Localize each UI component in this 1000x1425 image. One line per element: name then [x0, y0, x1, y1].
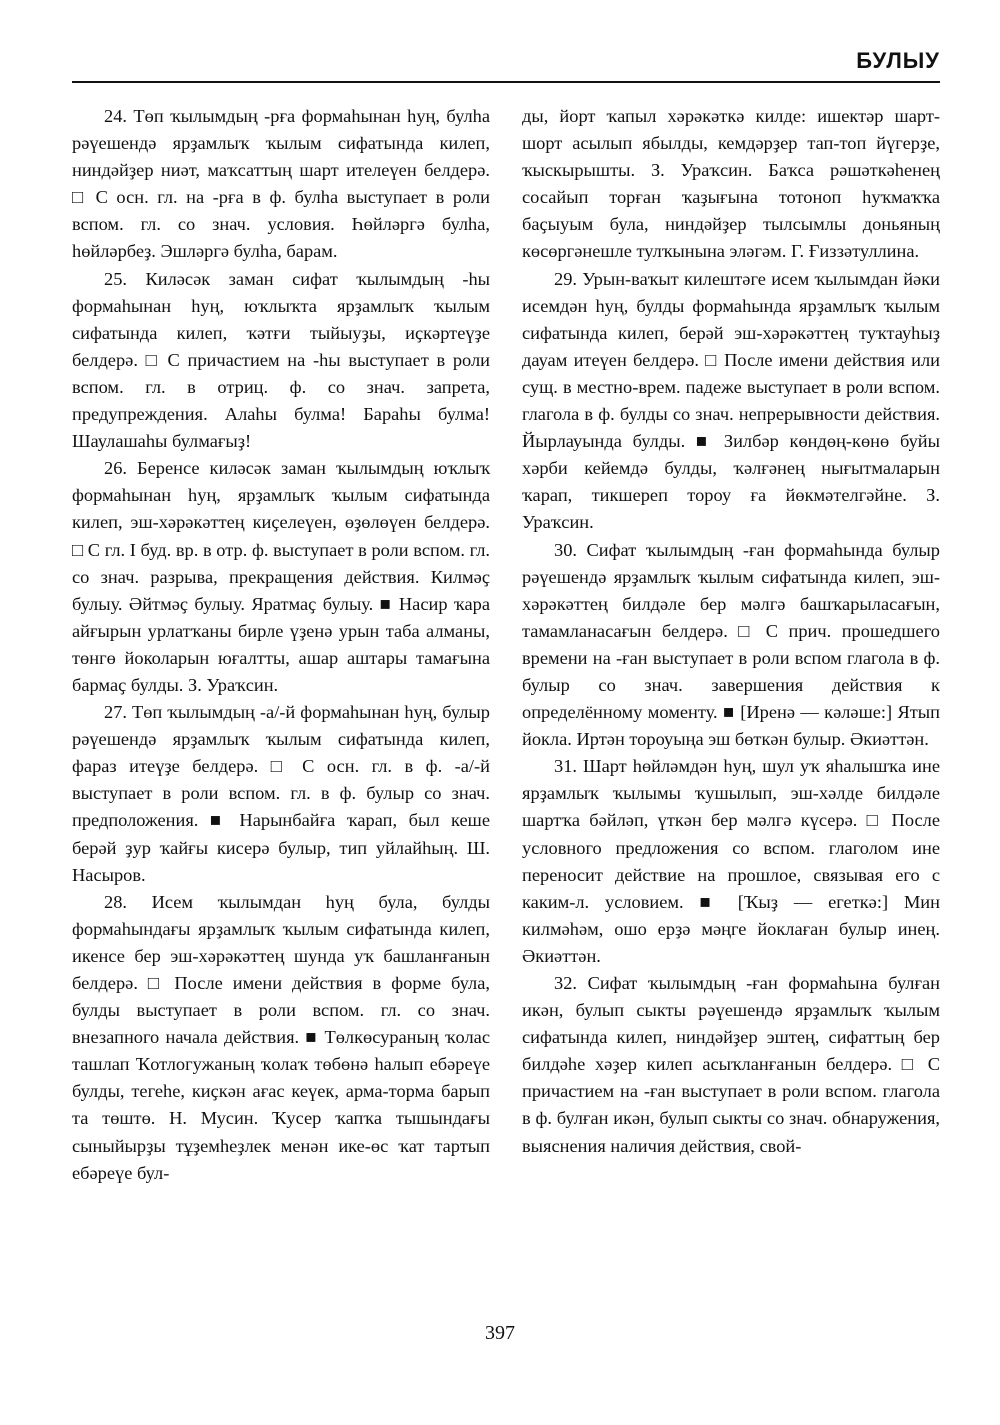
entry-32: 32. Сифат ҡылымдың -ған формаһына булған икән, булып сыкты рәүешендә ярҙамлыҡ ҡылым сифатында килеп, ниндәйҙер эштең, сифаттың бер билдәһе хәҙер килеп асыҡланғанын белдерә. □ С причастием на -ған выступает в роли вспом. глагола в ф. булған икән, булып сыкты со знач. обнаружения, выяснения наличия действия, свой- [522, 973, 940, 1156]
page-number: 397 [485, 1322, 515, 1344]
running-header [72, 48, 940, 84]
entry-25: 25. Киләсәк заман сифат ҡылымдың -һы формаһынан һуң, юҡлыҡта ярҙамлыҡ ҡылым сифатында килеп, ҡәтғи тыйыуҙы, иҫкәртеүҙе белдерә. □ С причастием на -һы выступает в роли вспом. гл. в отриц. ф. со знач. запрета, предупреждения. Алаһы булма! Бараһы булма! Шаулашаһы булмағыҙ! [72, 268, 490, 452]
header-title: БУЛЫУ [856, 48, 940, 73]
entry-31: 31. Шарт һөйләмдән һуң, шул уҡ яһалышҡа ине ярҙамлыҡ ҡылымы ҡушылып, эш-хәлде билдәле шартҡа бәйләп, үткән бер мәлгә күсерә. □ После условного предложения со вспом. глаголом ине переносит действие на прошлое, связывая его с каким-л. условием. ■ [Ҡыҙ — егеткә:] Мин килмәһәм, ошо ерҙә мәңге йоклаған булыр инең. Әкиәттән. [522, 756, 940, 966]
entry-27: 27. Төп ҡылымдың -а/-й формаһынан һуң, булыр рәүешендә ярҙамлыҡ ҡылым сифатында килеп, фараз итеүҙе белдерә. □ С осн. гл. в ф. -а/-й выступает в роли вспом. гл. в ф. булыр со знач. предположения. ■ Нарынбайға ҡарап, был кеше берәй ҙур ҡайғы кисерә булыр, тип уйлайһың. Ш. Насыров. [72, 702, 490, 885]
left-column [72, 103, 490, 1187]
entry-24: 24. Төп ҡылымдың -рға формаһынан һуң, булһа рәүешендә ярҙамлыҡ ҡылым сифатында килеп, ниндәйҙер ниәт, маҡсаттың шарт ителеүен белдерә. □ С осн. гл. на -рға в ф. булһа выступает в роли вспом. гл. со знач. условия. Һөйләргә булһа, һөйләрбеҙ. Эшләргә булһа, барам. [72, 106, 490, 262]
entry-29: 29. Урын-ваҡыт килештәге исем ҡылымдан йәки исемдән һуң, булды формаһында ярҙамлыҡ ҡылым сифатында килеп, берәй эш-хәрәкәттең туҡтауһыҙ дауам итеүен белдерә. □ После имени действия или сущ. в местно-врем. падеже выступает в роли вспом. глагола в ф. булды со знач. непрерывности действия. Йырлауында булды. ■ Зилбәр көндөң-көнө буйы хәрби кейемдә булды, ҡәлғәнең нығытмаларын ҡарап, тикшереп тороу ға йөкмәтелгәйне. З. Ураҡсин. [522, 268, 940, 533]
entry-28: 28. Исем ҡылымдан һуң була, булды формаһындағы ярҙамлыҡ ҡылым сифатында килеп, икенсе бер эш-хәрәкәттең шунда уҡ башланғанын белдерә. □ После имени действия в форме була, булды выступает в роли вспом. гл. со знач. внезапного начала действия. ■ Төлкөсураның ҡолас ташлап Ҡотлогужаның ҡолаҡ төбөнә һалып ебәреүе булды, тегеһе, киҫкән ағас кеүек, арма-торма барып та төштө. Н. Мусин. Ҡусер ҡапҡа тышындағы сыныйырҙы тұҙемһеҙлек менән ике-өс ҡат тартып ебәреүе бул- [72, 891, 490, 1183]
header-rule [72, 81, 940, 83]
entry-26: 26. Беренсе киләсәк заман ҡылымдың юҡлыҡ формаһынан һуң, ярҙамлыҡ ҡылым сифатында килеп, эш-хәрәкәттең киҫелеүен, өҙөлөүен белдерә. □ С гл. I буд. вр. в отр. ф. выступает в роли вспом. гл. со знач. разрыва, прекращения действия. Килмәҫ булыу. Әйтмәҫ булыу. Яратмаҫ булыу. ■ Насир ҡара айғырын урлатҡаны бирле үҙенә урын таба алманы, төнгө йоколарын юғалтты, ашар аштары тамағына бармаҫ булды. З. Ураҡсин. [72, 458, 490, 695]
right-column [522, 103, 940, 1160]
entry-28-continued: ды, йорт ҡапыл хәрәкәткә килде: ишектәр шарт-шорт асылып ябылды, кемдәрҙер тап-топ йүгерҙе, ҡыскырышты. З. Ураҡсин. Баҡса рәшәткәһенең сосайып торған ҡаҙығына тотоноп һуҡмаҡҡа баҫыуым була, ниндәйҙер тылсымлы доньяның көсөргәнешле тулҡынына эләгәм. Г. Ғиззәтуллина. [522, 106, 940, 262]
entry-30: 30. Сифат ҡылымдың -ған формаһында булыр рәүешендә ярҙамлыҡ ҡылым сифатында килеп, эш-хәрәкәттең билдәле бер мәлгә башҡарыласағын, тамамланасағын белдерә. □ С прич. прошедшего времени на -ған выступает в роли вспом глагола в ф. булыр со знач. завершения действия к определённому моменту. ■ [Иренә — кәләше:] Ятып йокла. Иртән тороуыңа эш бөткән булыр. Әкиәттән. [522, 539, 940, 750]
